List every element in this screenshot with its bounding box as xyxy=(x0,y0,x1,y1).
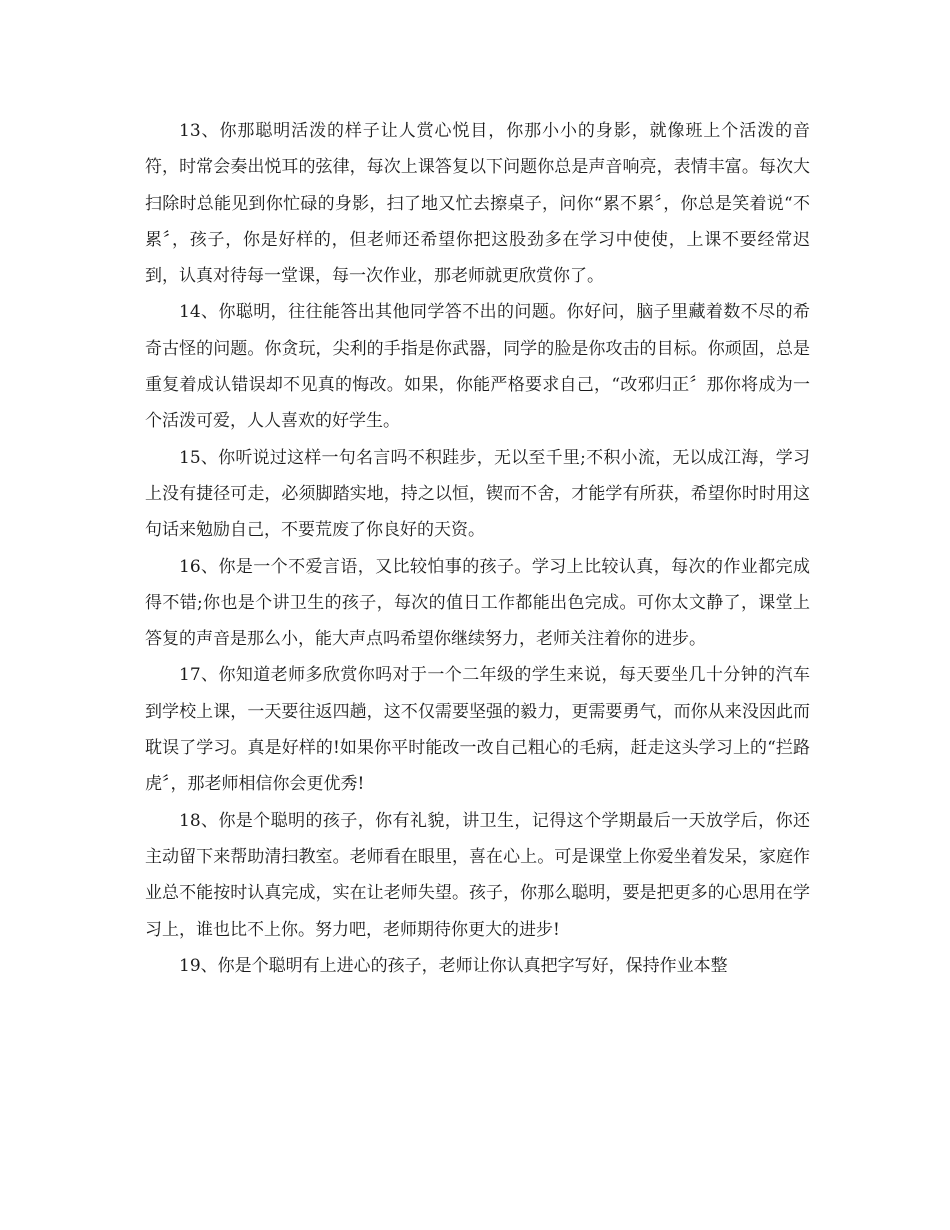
comment-paragraph-19: 19、你是个聪明有上进心的孩子，老师让你认真把字写好，保持作业本整 xyxy=(179,955,728,976)
comment-paragraph-14: 14、你聪明，往往能答出其他同学答不出的问题。你好问，脑子里藏着数不尽的希奇古怪的问题。你贪玩，尖利的手指是你武器，同学的脸是你攻击的目标。你顽固，总是重复着成认错误却不见真的悔改。如果，你能严格要求自己，“改邪归正〞那你将成为一个活泼可爱，人人喜欢的好学生。 xyxy=(145,302,810,432)
comment-paragraph-13: 13、你那聪明活泼的样子让人赏心悦目，你那小小的身影，就像班上个活泼的音符，时常会奏出悦耳的弦律，每次上课答复以下问题你总是声音响亮，表情丰富。每次大扫除时总能见到你忙碌的身影，扫了地又忙去擦桌子，问你“累不累〞，你总是笑着说“不累〞，孩子，你是好样的，但老师还希望你把这股劲多在学习中使使，上课不要经常迟到，认真对待每一堂课，每一次作业，那老师就更欣赏你了。 xyxy=(145,121,810,287)
comment-paragraph-17: 17、你知道老师多欣赏你吗对于一个二年级的学生来说，每天要坐几十分钟的汽车到学校上课，一天要往返四趟，这不仅需要坚强的毅力，更需要勇气，而你从来没因此而耽误了学习。真是好样的!如果你平时能改一改自己粗心的毛病，赶走这头学习上的“拦路虎〞，那老师相信你会更优秀! xyxy=(145,665,810,795)
document-body xyxy=(145,113,810,984)
comment-paragraph-16: 16、你是一个不爱言语，又比较怕事的孩子。学习上比较认真，每次的作业都完成得不错;你也是个讲卫生的孩子，每次的值日工作都能出色完成。可你太文静了，课堂上答复的声音是那么小，能大声点吗希望你继续努力，老师关注着你的进步。 xyxy=(145,556,810,650)
comment-paragraph-15: 15、你听说过这样一句名言吗不积跬步，无以至千里;不积小流，无以成江海，学习上没有捷径可走，必须脚踏实地，持之以恒，锲而不舍，才能学有所获，希望你时时用这句话来勉励自己，不要荒废了你良好的天资。 xyxy=(145,447,810,541)
comment-paragraph-18: 18、你是个聪明的孩子，你有礼貌，讲卫生，记得这个学期最后一天放学后，你还主动留下来帮助清扫教室。老师看在眼里，喜在心上。可是课堂上你爱坐着发呆，家庭作业总不能按时认真完成，实在让老师失望。孩子，你那么聪明，要是把更多的心思用在学习上，谁也比不上你。努力吧，老师期待你更大的进步! xyxy=(145,810,810,940)
